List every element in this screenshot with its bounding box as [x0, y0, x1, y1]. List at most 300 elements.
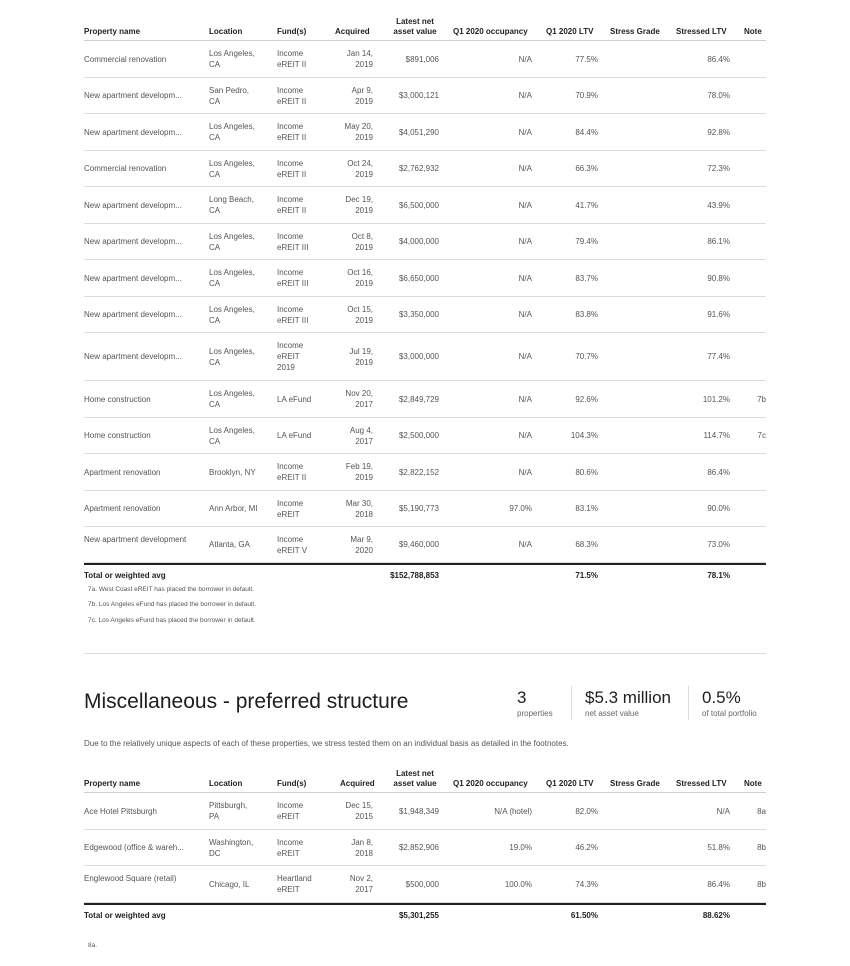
location: [209, 388, 267, 410]
net-asset-value: $2,852,906: [398, 843, 439, 852]
property-name: Commercial renovation: [84, 164, 167, 173]
acquired-date: [327, 837, 373, 859]
location: [209, 231, 267, 253]
occupancy: N/A (hotel): [494, 806, 532, 816]
ltv: 70.9%: [575, 91, 598, 100]
acquired-line: 2019: [355, 357, 373, 367]
table-row: [84, 114, 766, 151]
col-name: Property name: [84, 27, 141, 36]
section-divider: [84, 653, 766, 654]
location: [209, 800, 267, 822]
footnote-8a: 8a.: [88, 942, 98, 949]
fund: [277, 430, 327, 441]
net-asset-value: $4,051,290: [398, 127, 439, 137]
fund-line: eREIT III: [277, 279, 309, 288]
fund-line: eREIT: [277, 848, 300, 858]
fund: [277, 873, 327, 895]
col-nav-line2: asset value: [393, 27, 437, 36]
fund-line: eREIT II: [277, 169, 307, 179]
acquired-date: [327, 388, 373, 410]
col-acquired: Acquired: [340, 779, 375, 788]
acquired-line: 2015: [355, 812, 373, 821]
occupancy: N/A: [518, 127, 532, 137]
location-line: Los Angeles,: [209, 346, 255, 356]
acquired-date: [327, 873, 373, 895]
fund-line: Income: [277, 534, 304, 544]
ltv: 83.7%: [575, 273, 598, 283]
acquired-date: [327, 85, 373, 107]
fund: [277, 121, 327, 143]
location: [209, 304, 267, 326]
acquired-line: 2017: [355, 885, 373, 894]
col-location: Location: [209, 27, 243, 36]
location-line: Los Angeles,: [209, 304, 255, 314]
fund-line: Income: [277, 231, 304, 241]
fund: [277, 304, 327, 326]
note-ref: 8b: [757, 879, 766, 889]
table-row: [84, 381, 766, 418]
table-row: [84, 333, 766, 381]
fund: [277, 837, 327, 859]
acquired-line: 2019: [355, 206, 373, 215]
table-row: [84, 418, 766, 454]
ltv: 80.6%: [575, 467, 598, 477]
table-body: [84, 41, 766, 563]
ltv: 92.6%: [575, 394, 598, 404]
footnote-7a: 7a. West Coast eREIT has placed the borrower in default.: [88, 586, 254, 593]
occupancy: 19.0%: [509, 843, 532, 852]
stressed-ltv: 114.7%: [703, 431, 730, 440]
col-nav-line1: Latest net: [396, 769, 434, 778]
table-row: [84, 793, 766, 830]
location-line: PA: [209, 812, 220, 821]
stressed-ltv: 90.8%: [707, 273, 730, 283]
net-asset-value: $9,460,000: [398, 540, 439, 549]
total-ltv: 71.5%: [575, 571, 598, 580]
col-nav: [389, 769, 441, 789]
table-header: [84, 14, 766, 41]
property-name: Commercial renovation: [84, 54, 167, 64]
acquired-line: Oct 15,: [347, 304, 373, 314]
net-asset-value: $4,000,000: [398, 237, 439, 246]
stressed-ltv: 77.4%: [707, 352, 730, 361]
acquired-line: 2017: [355, 400, 373, 409]
ltv: 68.3%: [575, 540, 598, 549]
fund: [277, 340, 327, 373]
acquired-date: [327, 194, 373, 216]
footnote-7c: 7c. Los Angeles eFund has placed the borrower in default.: [88, 617, 256, 624]
acquired-date: [327, 461, 373, 483]
stat-separator: [571, 686, 572, 720]
location: [209, 121, 267, 143]
acquired-line: Mar 9,: [350, 534, 373, 544]
location: [209, 194, 267, 216]
fund-line: Income: [277, 158, 304, 168]
occupancy: 100.0%: [504, 879, 532, 889]
ltv: 46.2%: [575, 843, 598, 852]
location-line: Washington,: [209, 837, 254, 847]
location-line: CA: [209, 436, 221, 446]
occupancy: N/A: [518, 352, 532, 361]
stressed-ltv: 51.8%: [707, 843, 730, 852]
acquired-line: 2019: [355, 279, 373, 288]
location: [209, 837, 267, 859]
acquired-line: May 20,: [344, 122, 373, 131]
occupancy: N/A: [518, 467, 532, 477]
fund-line: Heartland: [277, 874, 312, 883]
acquired-line: 2019: [355, 315, 373, 325]
occupancy: N/A: [518, 273, 532, 283]
location-line: Pittsburgh,: [209, 801, 248, 810]
note-ref: 8b: [757, 843, 766, 852]
stat-nav-label: net asset value: [585, 709, 639, 718]
fund-line: eREIT III: [277, 315, 309, 325]
acquired-date: [327, 498, 373, 520]
property-name: New apartment developm...: [84, 352, 182, 361]
table-row: [84, 866, 766, 903]
table-row: [84, 78, 766, 114]
fund: [277, 394, 327, 405]
stat-portfolio-share: [702, 687, 757, 718]
property-name: New apartment developm...: [84, 237, 182, 246]
location: [209, 467, 267, 478]
location-line: Los Angeles,: [209, 268, 255, 277]
acquired-date: [327, 158, 373, 180]
acquired-line: Nov 2,: [349, 874, 373, 883]
acquired-line: Apr 9,: [351, 85, 373, 95]
acquired-line: Jul 19,: [349, 346, 373, 356]
stressed-ltv: N/A: [716, 806, 730, 816]
net-asset-value: $6,500,000: [398, 200, 439, 210]
location: [209, 267, 267, 289]
stressed-ltv: 86.4%: [707, 467, 730, 477]
occupancy: N/A: [518, 431, 532, 440]
fund-line: eREIT III: [277, 242, 309, 252]
property-name: New apartment developm...: [84, 127, 182, 137]
fund-line: Income: [277, 462, 304, 471]
ltv: 66.3%: [575, 164, 598, 173]
stressed-ltv: 73.0%: [707, 540, 730, 549]
preferred-table: [84, 766, 766, 927]
total-stressed-ltv: 78.1%: [707, 571, 730, 580]
table-row: [84, 491, 766, 527]
location: [209, 85, 267, 107]
fund-line: Income: [277, 341, 304, 350]
col-note: Note: [744, 27, 762, 36]
fund-line: Income: [277, 85, 304, 95]
net-asset-value: $2,849,729: [398, 394, 439, 404]
location-line: San Pedro,: [209, 85, 250, 95]
table-row: [84, 151, 766, 187]
location-line: CA: [209, 133, 221, 142]
location-line: Los Angeles,: [209, 49, 255, 58]
fund-line: Income: [277, 304, 304, 314]
acquired-line: 2019: [355, 96, 373, 106]
location: [209, 158, 267, 180]
location-line: Los Angeles,: [209, 122, 255, 131]
fund-line: eREIT: [277, 885, 300, 894]
col-occupancy: Q1 2020 occupancy: [453, 27, 528, 36]
occupancy: N/A: [518, 540, 532, 549]
stat-separator: [688, 686, 689, 720]
ltv: 84.4%: [575, 127, 598, 137]
acquired-date: [327, 121, 373, 143]
fund: [277, 158, 327, 180]
col-ltv: Q1 2020 LTV: [546, 779, 594, 788]
net-asset-value: $3,000,121: [398, 91, 439, 100]
stressed-ltv: 78.0%: [707, 91, 730, 100]
col-nav: [389, 17, 441, 37]
fund-line: LA eFund: [277, 394, 312, 404]
acquired-date: [327, 304, 373, 326]
col-funds: Fund(s): [277, 779, 307, 788]
acquired-line: Oct 16,: [347, 268, 373, 277]
location-line: CA: [209, 206, 221, 215]
ltv: 77.5%: [575, 54, 598, 64]
property-name: Ace Hotel Pittsburgh: [84, 806, 157, 816]
stat-properties: [517, 687, 553, 718]
fund-line: Income: [277, 122, 304, 131]
acquired-line: 2019: [355, 473, 373, 482]
table-row: [84, 187, 766, 224]
section-description: Due to the relatively unique aspects of each of these properties, we stress tested them on an individual basis as detailed in the footnotes.: [84, 739, 569, 748]
stat-properties-label: properties: [517, 709, 553, 718]
stressed-ltv: 86.4%: [707, 879, 730, 889]
col-stress-grade: Stress Grade: [610, 779, 660, 788]
total-nav: $152,788,853: [390, 571, 439, 580]
property-name: Home construction: [84, 431, 151, 440]
fund-line: 2019: [277, 363, 295, 372]
fund-line: eREIT: [277, 509, 300, 519]
net-asset-value: $2,762,932: [398, 164, 439, 173]
col-nav-line1: Latest net: [396, 17, 434, 26]
fund: [277, 85, 327, 107]
location-line: CA: [209, 169, 221, 179]
fund-line: Income: [277, 268, 304, 277]
stressed-ltv: 72.3%: [707, 164, 730, 173]
ltv: 74.3%: [575, 879, 598, 889]
location-line: Los Angeles,: [209, 389, 255, 398]
acquired-line: Oct 8,: [351, 231, 373, 241]
stressed-ltv: 90.0%: [707, 504, 730, 513]
net-asset-value: $891,006: [405, 54, 439, 64]
stressed-ltv: 92.8%: [707, 127, 730, 137]
net-asset-value: $1,948,349: [398, 806, 439, 816]
location-line: CA: [209, 400, 221, 409]
stat-net-asset-value: [585, 687, 671, 718]
occupancy: N/A: [518, 164, 532, 173]
net-asset-value: $6,650,000: [398, 273, 439, 283]
net-asset-value: $5,190,773: [398, 504, 439, 513]
property-name: Edgewood (office & wareh...: [84, 843, 184, 852]
location-line: CA: [209, 60, 221, 69]
stat-nav-value: $5.3 million: [585, 688, 671, 707]
section-title: Miscellaneous - preferred structure: [84, 690, 409, 713]
location-line: Brooklyn, NY: [209, 467, 256, 477]
acquired-date: [327, 800, 373, 822]
col-acquired: Acquired: [335, 27, 370, 36]
location-line: Long Beach,: [209, 195, 254, 204]
fund-line: Income: [277, 195, 304, 204]
acquired-line: Oct 24,: [347, 158, 373, 168]
note-ref: 7b: [757, 394, 766, 404]
stressed-ltv: 86.1%: [707, 237, 730, 246]
col-occupancy: Q1 2020 occupancy: [453, 779, 528, 788]
fund-line: eREIT V: [277, 545, 308, 555]
occupancy: N/A: [518, 310, 532, 319]
location-line: Chicago, IL: [209, 879, 250, 889]
fund-line: Income: [277, 498, 304, 508]
total-label: Total or weighted avg: [84, 571, 166, 580]
location: [209, 48, 267, 70]
property-name: Apartment renovation: [84, 467, 161, 477]
stressed-ltv: 101.2%: [702, 394, 730, 404]
location-line: Los Angeles,: [209, 158, 255, 168]
acquired-line: 2020: [355, 545, 373, 555]
fund-line: Income: [277, 49, 304, 58]
note-ref: 8a: [757, 806, 766, 816]
occupancy: N/A: [518, 54, 532, 64]
acquired-line: 2017: [355, 436, 373, 446]
acquired-line: Feb 19,: [345, 462, 373, 471]
net-asset-value: $2,500,000: [398, 431, 439, 440]
fund-line: Income: [277, 837, 304, 847]
col-stressed-ltv: Stressed LTV: [676, 27, 727, 36]
location-line: CA: [209, 242, 221, 252]
col-location: Location: [209, 779, 243, 788]
ltv: 79.4%: [575, 237, 598, 246]
stressed-ltv: 43.9%: [707, 200, 730, 210]
fund: [277, 498, 327, 520]
col-note: Note: [744, 779, 762, 788]
fund-line: eREIT: [277, 812, 300, 821]
acquired-date: [327, 267, 373, 289]
occupancy: N/A: [518, 237, 532, 246]
location-line: DC: [209, 848, 221, 858]
acquired-date: [327, 346, 373, 368]
fund-line: Income: [277, 801, 304, 810]
stressed-ltv: 91.6%: [707, 310, 730, 319]
acquired-line: Nov 20,: [345, 389, 373, 398]
location-line: CA: [209, 315, 221, 325]
acquired-line: Dec 19,: [345, 195, 373, 204]
table-header: [84, 766, 766, 793]
acquired-line: 2019: [355, 242, 373, 252]
acquired-line: Jan 14,: [346, 49, 373, 58]
acquired-line: 2018: [355, 848, 373, 858]
table-row: [84, 454, 766, 491]
fund: [277, 48, 327, 70]
location-line: CA: [209, 279, 221, 288]
acquired-line: Mar 30,: [345, 498, 373, 508]
fund-line: LA eFund: [277, 431, 312, 440]
acquired-date: [327, 48, 373, 70]
location: [209, 346, 267, 368]
footnote-7b: 7b. Los Angeles eFund has placed the borrower in default.: [88, 601, 257, 608]
property-name: New apartment developm...: [84, 273, 182, 283]
property-name: Apartment renovation: [84, 504, 161, 513]
fund-line: eREIT II: [277, 133, 307, 142]
col-funds: Fund(s): [277, 27, 307, 36]
fund: [277, 194, 327, 216]
acquired-date: [327, 425, 373, 447]
stressed-ltv: 86.4%: [707, 54, 730, 64]
acquired-line: Jan 8,: [351, 837, 373, 847]
property-name: New apartment developm...: [84, 310, 182, 319]
total-label: Total or weighted avg: [84, 911, 166, 920]
location: [209, 503, 267, 514]
stat-properties-value: 3: [517, 688, 527, 707]
col-stressed-ltv: Stressed LTV: [676, 779, 727, 788]
ltv: 83.8%: [575, 310, 598, 319]
location: [209, 425, 267, 447]
properties-table: [84, 14, 766, 587]
total-row: [84, 563, 766, 587]
location: [209, 539, 267, 550]
location-line: Ann Arbor, MI: [209, 504, 258, 513]
location-line: Atlanta, GA: [209, 540, 250, 549]
fund-line: eREIT II: [277, 96, 307, 106]
fund: [277, 534, 327, 556]
fund-line: eREIT II: [277, 60, 307, 69]
total-stressed-ltv: 88.62%: [702, 911, 730, 920]
total-row: [84, 903, 766, 927]
table-row: [84, 224, 766, 260]
occupancy: N/A: [518, 91, 532, 100]
location: [209, 879, 267, 890]
acquired-line: Aug 4,: [349, 425, 373, 435]
ltv: 41.7%: [575, 200, 598, 210]
property-name: New apartment development: [84, 534, 187, 544]
fund: [277, 267, 327, 289]
occupancy: 97.0%: [509, 504, 532, 513]
occupancy: N/A: [518, 394, 532, 404]
note-ref: 7c: [757, 431, 766, 440]
col-stress-grade: Stress Grade: [610, 27, 660, 36]
table-row: [84, 260, 766, 297]
col-name: Property name: [84, 779, 141, 788]
location-line: Los Angeles,: [209, 231, 255, 241]
col-nav-line2: asset value: [393, 779, 437, 788]
stat-portfolio-value: 0.5%: [702, 688, 741, 707]
total-ltv: 61.50%: [570, 911, 598, 920]
table-row: [84, 830, 766, 866]
table-row: [84, 297, 766, 333]
location-line: Los Angeles,: [209, 425, 255, 435]
col-ltv: Q1 2020 LTV: [546, 27, 594, 36]
net-asset-value: $3,350,000: [398, 310, 439, 319]
property-name: Home construction: [84, 394, 151, 404]
acquired-line: Dec 15,: [345, 801, 373, 810]
acquired-date: [327, 231, 373, 253]
ltv: 83.1%: [575, 504, 598, 513]
table-row: [84, 527, 766, 563]
property-name: New apartment developm...: [84, 91, 182, 100]
table-body: [84, 793, 766, 903]
ltv: 104.3%: [570, 431, 598, 440]
fund: [277, 800, 327, 822]
occupancy: N/A: [518, 200, 532, 210]
table-row: [84, 41, 766, 78]
net-asset-value: $2,822,152: [398, 467, 439, 477]
acquired-date: [327, 534, 373, 556]
ltv: 70.7%: [575, 352, 598, 361]
total-nav: $5,301,255: [398, 911, 439, 920]
acquired-line: 2019: [355, 60, 373, 69]
property-name: New apartment developm...: [84, 200, 182, 210]
fund-line: eREIT: [277, 352, 300, 361]
ltv: 82.0%: [575, 806, 598, 816]
